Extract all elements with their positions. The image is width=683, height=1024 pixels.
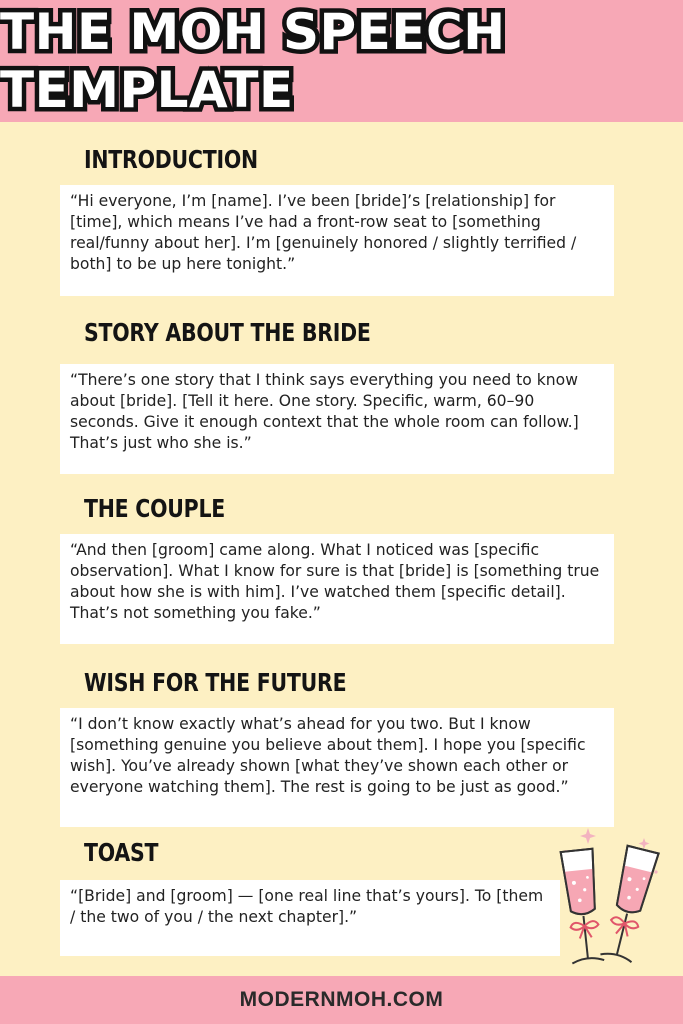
- section-heading-couple: THE COUPLE: [84, 494, 226, 523]
- section-heading-story: STORY ABOUT THE BRIDE: [84, 318, 371, 347]
- section-text-introduction: “Hi everyone, I’m [name]. I’ve been [bride]’s [relationship] for [time], which means I’ve had a front-row seat to [something real/funny about her]. I’m [genuinely honored / slightly terrified / both] to be up here tonight.”: [60, 185, 614, 296]
- section-heading-introduction: INTRODUCTION: [84, 145, 258, 174]
- section-text-couple: “And then [groom] came along. What I noticed was [specific observation]. What I know for sure is that [bride] is [something true about how she is with him]. I’ve watched them [specific detail]. That’s not something you fake.”: [60, 534, 614, 644]
- section-text-wish: “I don’t know exactly what’s ahead for you two. But I know [something genuine you believe about them]. I hope you [specific wish]. You’ve already shown [what they’ve shown each other or everyone watching them]. The rest is going to be just as good.”: [60, 708, 614, 827]
- footer-website[interactable]: MODERNMOH.COM: [239, 988, 444, 1011]
- section-heading-toast: TOAST: [84, 838, 159, 867]
- section-text-story: “There’s one story that I think says everything you need to know about [bride]. [Tell it here. One story. Specific, warm, 60–90 seconds. Give it enough context that the whole room can follow.] That’s just who she is.”: [60, 364, 614, 474]
- champagne-glasses-icon: [548, 822, 668, 972]
- page-title: THE MOH SPEECH TEMPLATE: [0, 3, 506, 119]
- section-heading-wish: WISH FOR THE FUTURE: [84, 668, 347, 697]
- footer-banner: [0, 976, 683, 1024]
- section-text-toast: “[Bride] and [groom] — [one real line that’s yours]. To [them / the two of you / the next chapter].”: [60, 880, 560, 956]
